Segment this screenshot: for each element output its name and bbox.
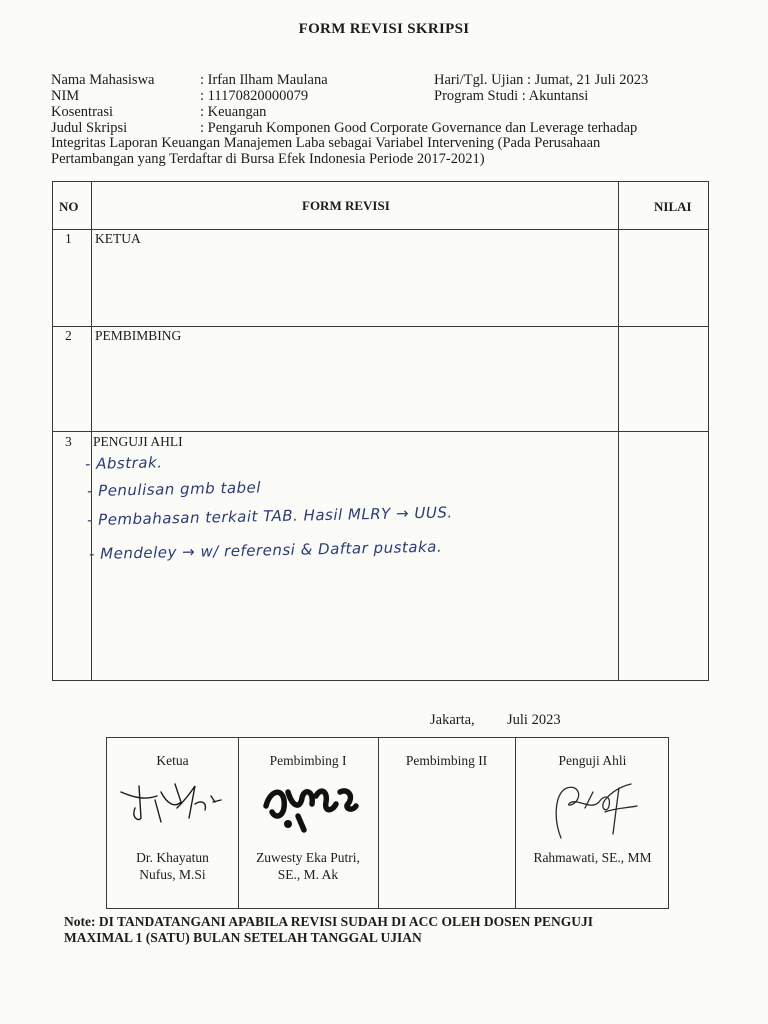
- concentration-value: : Keuangan: [200, 104, 267, 120]
- handwritten-note: - Abstrak.: [84, 453, 163, 473]
- table-divider: [53, 326, 708, 327]
- signature-cell-pembimbing-2: [378, 738, 515, 908]
- footer-note: [64, 914, 704, 946]
- signature-cell-ketua: [107, 738, 238, 908]
- revision-table: [52, 181, 709, 681]
- row-examiner-ketua: KETUA: [95, 231, 141, 246]
- thesis-title-line2: Integritas Laporan Keuangan Manajemen Laba sebagai Variabel Intervening (Pada Perusahaan: [51, 135, 601, 151]
- signer-name: [238, 849, 378, 883]
- row-number: 1: [65, 231, 72, 246]
- thesis-title-line1: : Pengaruh Komponen Good Corporate Governance dan Leverage terhadap: [200, 120, 638, 136]
- nim-value: : 11170820000079: [200, 88, 309, 104]
- signer-name: [107, 849, 238, 883]
- signer-name-line: Zuwesty Eka Putri,: [256, 850, 360, 865]
- row-examiner-pembimbing: PEMBIMBING: [95, 328, 182, 343]
- signer-name-line: Nufus, M.Si: [139, 867, 206, 882]
- name-value: : Irfan Ilham Maulana: [200, 72, 328, 88]
- signature-ketua-icon: [117, 778, 229, 828]
- footer-note-line: MAXIMAL 1 (SATU) BULAN SETELAH TANGGAL UJIAN: [64, 930, 422, 945]
- signature-cell-penguji-ahli: [515, 738, 670, 908]
- row-number: 3: [65, 434, 72, 449]
- signature-role: Penguji Ahli: [558, 753, 627, 768]
- place-month-year: Juli 2023: [507, 712, 561, 728]
- signature-pembimbing-1-icon: [258, 776, 362, 836]
- signer-name: [515, 849, 670, 866]
- signature-role: Pembimbing I: [269, 753, 347, 768]
- handwritten-note: - Pembahasan terkait TAB. Hasil MLRY → UUS.: [86, 503, 453, 529]
- form-title: FORM REVISI SKRIPSI: [298, 21, 470, 37]
- signer-name-line: SE., M. Ak: [277, 867, 339, 882]
- exam-date: Hari/Tgl. Ujian : Jumat, 21 Juli 2023: [434, 72, 649, 88]
- signature-role: Ketua: [156, 753, 189, 768]
- signer-name-line: Rahmawati, SE., MM: [533, 850, 652, 865]
- table-divider: [53, 229, 708, 230]
- signature-table: [106, 737, 669, 909]
- handwritten-note: - Mendeley → w/ referensi & Daftar pustaka.: [88, 537, 443, 563]
- footer-note-line: Note: DI TANDATANGANI APABILA REVISI SUDAH DI ACC OLEH DOSEN PENGUJI: [64, 914, 594, 929]
- row-examiner-penguji-ahli: PENGUJI AHLI: [93, 434, 183, 449]
- signature-role: Pembimbing II: [405, 753, 488, 768]
- row-number: 2: [65, 328, 72, 343]
- nim-label: NIM: [51, 88, 80, 104]
- handwritten-note: - Penulisan gmb tabel: [86, 478, 262, 500]
- header-form-revisi: FORM REVISI: [302, 198, 390, 213]
- place-city: Jakarta,: [430, 712, 475, 728]
- thesis-label: Judul Skripsi: [51, 120, 128, 136]
- thesis-title-line3: Pertambangan yang Terdaftar di Bursa Efek Indonesia Periode 2017-2021): [51, 151, 485, 167]
- signature-cell-pembimbing-1: [238, 738, 378, 908]
- concentration-label: Kosentrasi: [51, 104, 114, 120]
- name-label: Nama Mahasiswa: [51, 72, 155, 88]
- header-nilai: NILAI: [654, 199, 692, 214]
- signature-penguji-ahli-icon: [539, 778, 651, 844]
- signer-name-line: Dr. Khayatun: [136, 850, 209, 865]
- program-study: Program Studi : Akuntansi: [434, 88, 589, 104]
- table-divider: [53, 431, 708, 432]
- header-no: NO: [59, 199, 79, 214]
